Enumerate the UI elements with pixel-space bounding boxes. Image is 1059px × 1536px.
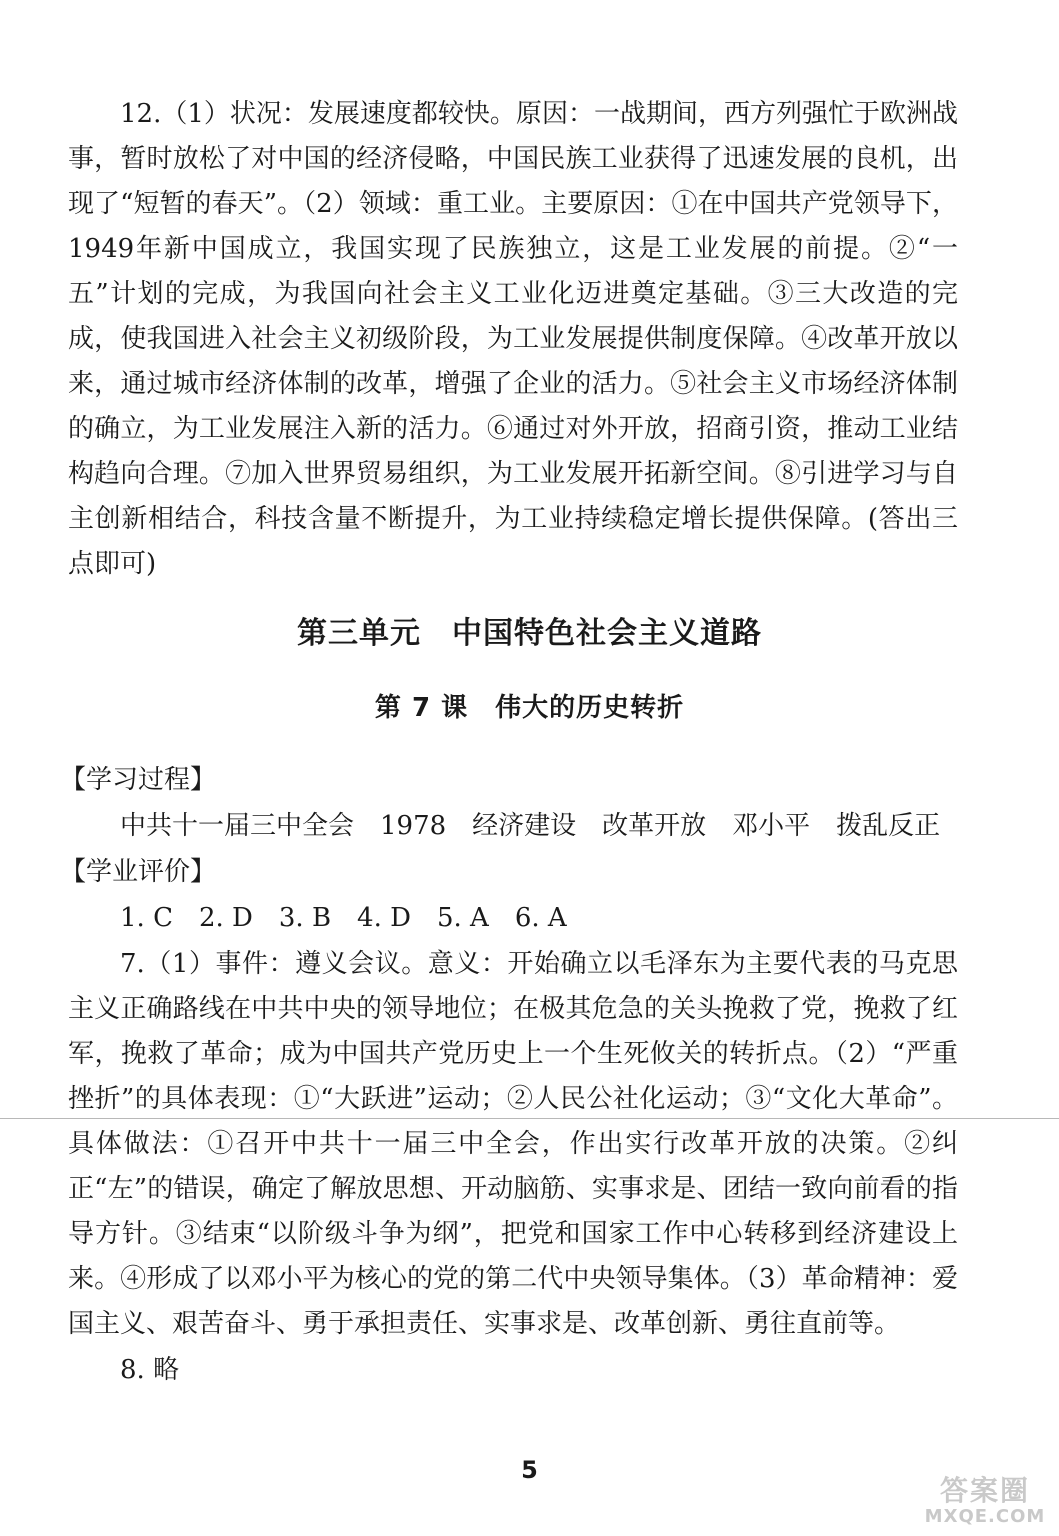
question-7-answer: 7.（1）事件：遵义会议。意义：开始确立以毛泽东为主要代表的马克思主义正确路线在中共中央的领导地位；在极其危急的关头挽救了党，挽救了红军，挽救了革命；成为中国共产党历史上一个生死攸关的转折点。（2）“严重挫折”的具体表现：①“大跃进”运动；②人民公社化运动；③“文化大革命”。具体做法：①召开中共十一届三中全会，作出实行改革开放的决策。②纠正“左”的错误，确定了解放思想、开动脑筋、实事求是、团结一致向前看的指导方针。③结束“以阶级斗争为纲”，把党和国家工作中心转移到经济建设上来。④形成了以邓小平为核心的党的第二代中央领导集体。（3）革命精神：爱国主义、艰苦奋斗、勇于承担责任、实事求是、改革创新、勇往直前等。 bbox=[68, 949, 958, 1339]
watermark-logo-text: 答案圈 bbox=[939, 1474, 1030, 1507]
unit-title: 第三单元 中国特色社会主义道路 bbox=[297, 616, 762, 651]
assessment-label: 【学业评价】 bbox=[60, 857, 217, 887]
multiple-choice-answers: 1. C 2. D 3. B 4. D 5. A 6. A bbox=[120, 903, 567, 933]
question-12-answer: 12.（1）状况：发展速度都较快。原因：一战期间，西方列强忙于欧洲战事，暂时放松了对中国的经济侵略，中国民族工业获得了迅速发展的良机，出现了“短暂的春天”。（2）领域：重工业。主要原因：①在中国共产党领导下，1949年新中国成立，我国实现了民族独立，这是工业发展的前提。②“一五”计划的完成，为我国向社会主义工业化迈进奠定基础。③三大改造的完成，使我国进入社会主义初级阶段，为工业发展提供制度保障。④改革开放以来，通过城市经济体制的改革，增强了企业的活力。⑤社会主义市场经济体制的确立，为工业发展注入新的活力。⑥通过对外开放，招商引资，推动工业结构趋向合理。⑦加入世界贸易组织，为工业发展开拓新空间。⑧引进学习与自主创新相结合，科技含量不断提升，为工业持续稳定增长提供保障。(答出三点即可) bbox=[68, 99, 958, 579]
watermark-logo bbox=[920, 1476, 1050, 1532]
watermark-site-text: MXQE.COM bbox=[924, 1506, 1046, 1527]
lesson-title: 第 7 课 伟大的历史转折 bbox=[374, 693, 685, 723]
page-number: 5 bbox=[521, 1456, 538, 1484]
question-8-answer: 8. 略 bbox=[120, 1355, 180, 1385]
learning-process-answers: 中共十一届三中全会 1978 经济建设 改革开放 邓小平 拨乱反正 bbox=[120, 811, 941, 841]
scan-fold-line bbox=[0, 1118, 1059, 1119]
learning-process-label: 【学习过程】 bbox=[60, 765, 217, 795]
